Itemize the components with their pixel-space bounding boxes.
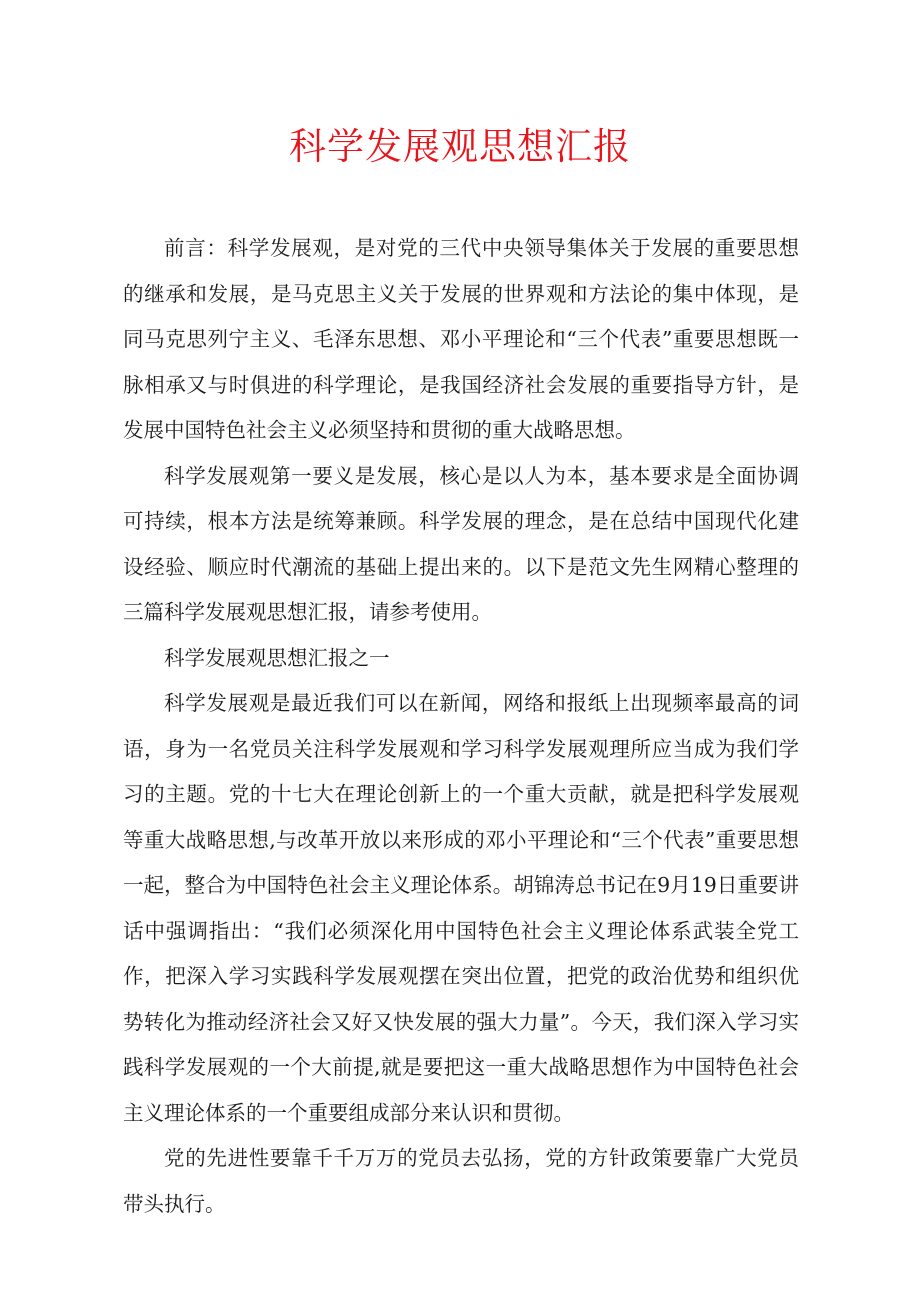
paragraph-summary: 科学发展观第一要义是发展，核心是以人为本，基本要求是全面协调可持续，根本方法是统筹兼顾。科学发展的理念，是在总结中国现代化建设经验、顺应时代潮流的基础上提出来的。以下是范文先生网精心整理的三篇科学发展观思想汇报，请参考使用。 (123, 463, 799, 624)
document-title: 科学发展观思想汇报 (289, 125, 631, 168)
document-body (123, 226, 799, 1227)
paragraph-part-one-body: 科学发展观是最近我们可以在新闻，网络和报纸上出现频率最高的词语，身为一名党员关注科学发展观和学习科学发展观理所应当成为我们学习的主题。党的十七大在理论创新上的一个重大贡献，就是把科学发展观等重大战略思想,与改革开放以来形成的邓小平理论和“三个代表”重要思想一起，整合为中国特色社会主义理论体系。胡锦涛总书记在9月19日重要讲话中强调指出：“我们必须深化用中国特色社会主义理论体系武装全党工作，把深入学习实践科学发展观摆在突出位置，把党的政治优势和组织优势转化为推动经济社会又好又快发展的强大力量”。今天，我们深入学习实践科学发展观的一个大前提,就是要把这一重大战略思想作为中国特色社会主义理论体系的一个重要组成部分来认识和贯彻。 (123, 691, 799, 1125)
paragraph-party-advancement: 党的先进性要靠千千万万的党员去弘扬，党的方针政策要靠广大党员带头执行。 (123, 1146, 799, 1216)
paragraph-preface: 前言：科学发展观，是对党的三代中央领导集体关于发展的重要思想的继承和发展，是马克思主义关于发展的世界观和方法论的集中体现，是同马克思列宁主义、毛泽东思想、邓小平理论和“三个代表”重要思想既一脉相承又与时俱进的科学理论，是我国经济社会发展的重要指导方针，是发展中国特色社会主义必须坚持和贯彻的重大战略思想。 (123, 236, 799, 442)
section-heading-part-one: 科学发展观思想汇报之一 (164, 645, 390, 670)
